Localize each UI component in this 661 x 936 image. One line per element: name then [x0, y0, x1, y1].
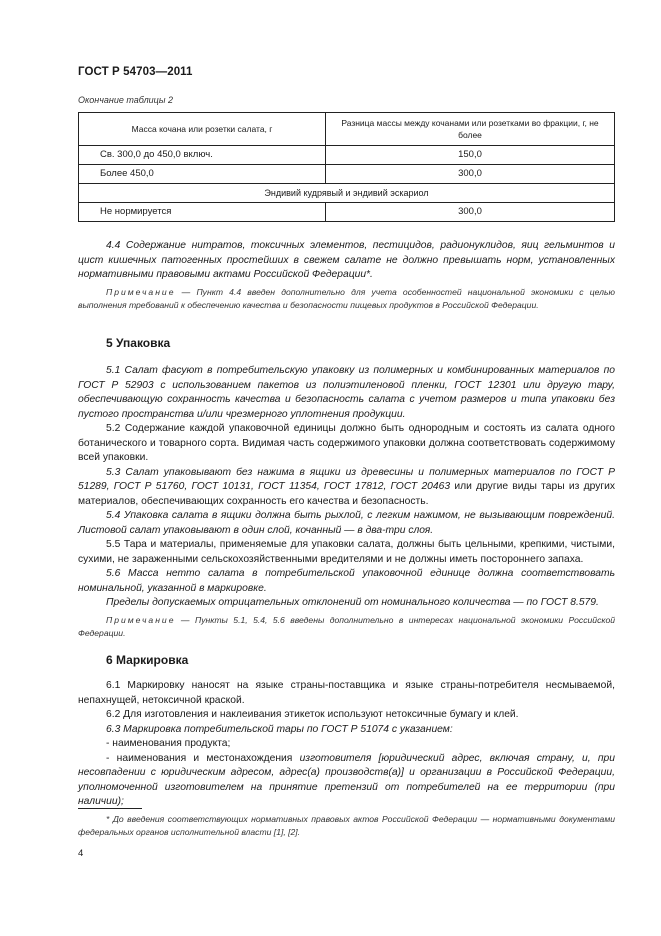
note-label: Примечание — [106, 287, 176, 297]
note-2 — [78, 614, 615, 639]
footnote-text: * До введения соответствующих нормативных правовых актов Российской Федерации — нормативными документами федеральных органов исполнительной власти [1], [2]. — [78, 814, 615, 837]
note-text: — Пункт 4.4 введен дополнительно для учета особенностей национальной экономики с целью выполнения требований к обеспечению качества и безопасности пищевых продуктов в Российской Федерации. — [78, 287, 615, 310]
paragraph-5-1: 5.1 Салат фасуют в потребительскую упаковку из полимерных и комбинированных материалов по ГОСТ Р 52903 с использованием пакетов из полиэтиленовой пленки, ГОСТ 12301 или другую тару, обеспечивающую сохранность качества и безопасность салата с учетом размеров и типа упаковки без пустого пространства и/или чрезмерного уплотнения продукции. — [78, 365, 615, 420]
table-header-cell: Масса кочана или розетки салата, г — [79, 113, 326, 146]
list-item-italic: изготовителя [юридический адрес, включая страну, и, при несовпадении с юридическим адресом, адрес(а) производств(а)] и организации в Российской Федерации, уполномоченной изготовителем на принятие претензий от потребителей на ее территории (при наличии); — [78, 752, 615, 807]
table-cell: 300,0 — [326, 203, 615, 222]
paragraph-5-6-limits: Пределы допускаемых отрицательных отклонений от номинального количества — по ГОСТ 8.579. — [106, 597, 599, 608]
page-number: 4 — [78, 848, 84, 859]
section-6-heading: 6 Маркировка — [106, 653, 189, 667]
clause-4-4-block — [78, 239, 615, 283]
table-header-row — [79, 113, 615, 146]
paragraph-6-2: 6.2 Для изготовления и наклеивания этикеток используют нетоксичные бумагу и клей. — [106, 709, 519, 720]
paragraph-4-4: 4.4 Содержание нитратов, токсичных элементов, пестицидов, радионуклидов, яиц гельминтов и цист кишечных патогенных простейших в свежем салате не должно превышать норм, установленных нормативными правовыми актами Российской Федерации*. — [78, 240, 615, 280]
table-row — [79, 203, 615, 222]
section-5-body — [78, 364, 615, 611]
table-row — [79, 184, 615, 203]
section-6-body — [78, 679, 615, 810]
note-1 — [78, 286, 615, 311]
paragraph-5-3 — [78, 466, 615, 510]
document-header: ГОСТ Р 54703—2011 — [78, 66, 193, 78]
table-cell: 300,0 — [326, 165, 615, 184]
paragraph-5-2: 5.2 Содержание каждой упаковочной единицы должно быть однородным и состоять из салата одного ботанического и товарного сорта. Видимая часть содержимого упаковки должна соответствовать содержимому всей упаковки. — [78, 423, 615, 463]
note-text: — Пункты 5.1, 5.4, 5.6 введены дополнительно в интересах национальной экономики Российской Федерации. — [78, 615, 615, 638]
paragraph-5-3-italic: 5.3 Салат упаковывают без нажима в ящики из древесины и полимерных материалов по ГОСТ Р 51289, ГОСТ Р 51760, ГОСТ 10131, ГОСТ 11354, ГОСТ 17812, ГОСТ 20463 — [78, 466, 615, 492]
table-header-cell: Разница массы между кочанами или розетками во фракции, г, не более — [326, 113, 615, 146]
paragraph-5-6: 5.6 Масса нетто салата в потребительской упаковочной единице должна соответствовать номинальной, указанной в маркировке. — [78, 568, 615, 594]
table-cell: Более 450,0 — [79, 165, 326, 184]
paragraph-6-1: 6.1 Маркировку наносят на языке страны-поставщика и языке страны-потребителя несмываемой, непахнущей, нетоксичной краской. — [78, 680, 615, 706]
paragraph-5-5: 5.5 Тара и материалы, применяемые для упаковки салата, должны быть цельными, крепкими, чистыми, сухими, не зараженными сельскохозяйственными вредителями и не должны иметь постороннего запаха. — [78, 539, 615, 565]
table-cell: Не нормируется — [79, 203, 326, 222]
table-row — [79, 165, 615, 184]
footnote — [78, 813, 615, 838]
paragraph-5-3-rest: или другие виды тары из других материалов, обеспечивающих сохранность его качества и безопасность. — [78, 481, 615, 507]
section-5-heading: 5 Упаковка — [106, 336, 171, 350]
paragraph-6-3: 6.3 Маркировка потребительской тары по ГОСТ Р 51074 с указанием: — [106, 723, 453, 735]
footnote-divider — [78, 808, 142, 809]
note-label: Примечание — [106, 615, 176, 625]
table-row — [79, 146, 615, 165]
table-caption: Окончание таблицы 2 — [78, 95, 173, 105]
list-item: - наименования продукта; — [106, 738, 231, 749]
list-item-lead: - наименования и местонахождения — [106, 752, 300, 764]
table-group-cell: Эндивий кудрявый и эндивий эскариол — [79, 184, 615, 203]
table-cell: 150,0 — [326, 146, 615, 165]
table-2 — [78, 112, 615, 222]
list-item — [78, 752, 615, 810]
table-cell: Св. 300,0 до 450,0 включ. — [79, 146, 326, 165]
paragraph-5-4: 5.4 Упаковка салата в ящики должна быть рыхлой, с легким нажимом, не вызывающим повреждений. Листовой салат упаковывают в один слой, кочанный — в два-три слоя. — [78, 510, 615, 536]
